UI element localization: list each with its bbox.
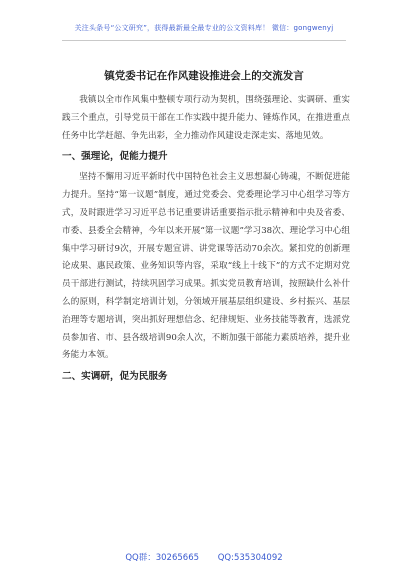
intro-paragraph: 我镇以全市作风集中整顿专项行动为契机，围绕强理论、实调研、重实践三个重点，引导党员干部在工作实践中提升能力、锤炼作风，在推进重点任务中比学赶超、争先出彩，全力推动作风建设走深走实、落地见效。 — [62, 95, 350, 141]
footer-contact — [0, 551, 408, 563]
page-title: 镇党委书记在作风建设推进会上的交流发言 — [104, 70, 304, 82]
footer-qq-group: QQ群：30265665 — [125, 553, 200, 563]
footer-qq: QQ:535304092 — [217, 553, 283, 563]
header-note: 关注头条号“公文研究”，获得最新最全最专业的公文资料库！ 微信：gongwenyj — [74, 24, 334, 32]
document-body — [62, 92, 350, 389]
section-heading-2: 二、实调研，促为民服务 — [62, 371, 168, 383]
section-heading-1: 一、强理论，促能力提升 — [62, 151, 168, 163]
header-divider — [62, 40, 346, 41]
section-1-paragraph: 坚持不懈用习近平新时代中国特色社会主义思想凝心铸魂，不断促进能力提升。坚持“第一议题”制度，通过党委会、党委理论学习中心组学习等方式，及时跟进学习习近平总书记重要讲话重要指示批示精神和中央及省委、市委、县委全会精神，今年以来开展“第一议题”学习38次、理论学习中心组集中学习研讨9次，开展专题宣讲、讲党课等活动70余次。紧扣党的创新理论成果、惠民政策、业务知识等内容，采取“线上十线下”的方式不定期对党员干部进行测试，持续巩固学习成果。抓实党员教育培训，按照缺什么补什么的原则，科学制定培训计划，分领域开展基层组织建设、乡村振兴、基层治理等专题培训，突出抓好理想信念、纪律规矩、业务技能等教育，选派党员参加省、市、县各级培训90余人次，不断加强干部能力素质培养，提升业务能力本领。 — [62, 172, 350, 361]
